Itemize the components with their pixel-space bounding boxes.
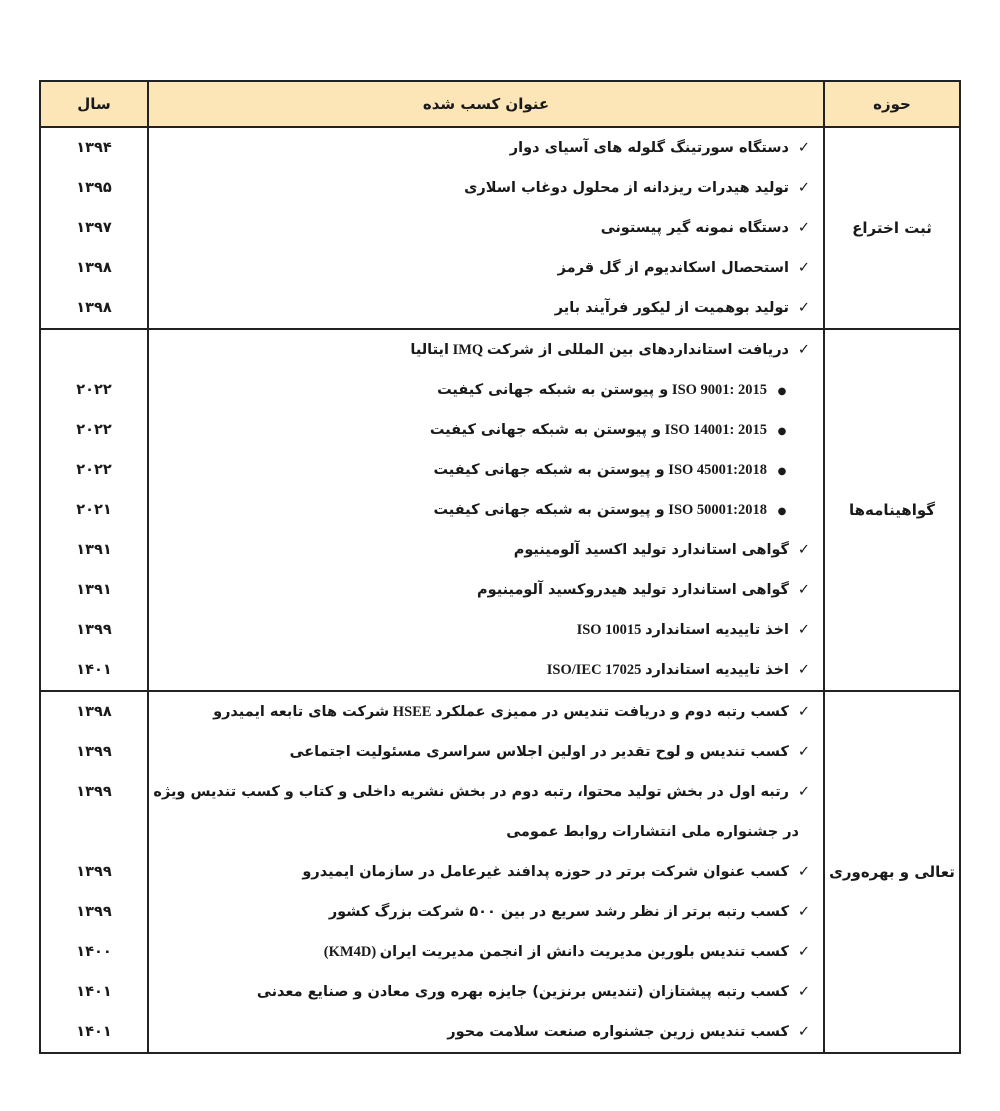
item-text: کسب رتبه برتر از نظر رشد سریع در بین ۵۰۰ شرکت بزرگ کشور	[328, 904, 789, 920]
checkmark-icon: ✓	[797, 662, 811, 678]
titles-cell	[148, 329, 824, 691]
header-row	[40, 81, 960, 127]
year-value	[41, 812, 147, 852]
item-text: در جشنواره ملی انتشارات روابط عمومی	[506, 824, 799, 840]
achievements-table	[39, 80, 961, 1054]
year-value: ۱۳۹۹	[76, 622, 112, 638]
list-item	[149, 490, 823, 530]
checkmark-icon: ✓	[797, 704, 811, 720]
checkmark-icon: ✓	[797, 784, 811, 800]
item-text: استحصال اسکاندیوم از گل قرمز	[557, 260, 789, 276]
item-text: گواهی استاندارد تولید هیدروکسید آلومینیوم	[476, 582, 789, 598]
list-item	[149, 650, 823, 690]
year-value: ۱۳۹۸	[76, 260, 112, 276]
domain-cell: تعالی و بهره‌وری	[824, 691, 960, 1053]
year-value: ۱۴۰۱	[76, 984, 112, 1000]
year-value	[41, 330, 147, 370]
checkmark-icon: ✓	[797, 1024, 811, 1040]
list-item	[149, 932, 823, 972]
item-text: کسب تندیس زرین جشنواره صنعت سلامت محور	[447, 1024, 789, 1040]
year-value: ۱۴۰۱	[76, 1024, 112, 1040]
list-item	[149, 692, 823, 732]
year-value: ۱۳۹۸	[76, 300, 112, 316]
checkmark-icon: ✓	[797, 744, 811, 760]
latin-text: IMQ	[448, 342, 487, 358]
item-text: تولید هیدرات ریزدانه از محلول دوغاب اسلاری	[464, 180, 789, 196]
list-item	[149, 288, 823, 328]
year-value: ۱۳۹۸	[76, 704, 112, 720]
years-cell	[40, 691, 148, 1053]
bullet-icon: ●	[777, 386, 787, 397]
list-item	[149, 530, 823, 570]
bullet-icon: ●	[777, 466, 787, 477]
item-text: اخذ تاییدیه استاندارد ISO/IEC 17025	[546, 662, 789, 678]
checkmark-icon: ✓	[797, 984, 811, 1000]
latin-text: ISO 9001: 2015	[668, 382, 767, 398]
item-text: دستگاه نمونه گیر پیستونی	[600, 220, 789, 236]
item-text: ISO 45001:2018 و پیوستن به شبکه جهانی کیفیت	[433, 462, 767, 478]
latin-text: ISO 14001: 2015	[661, 422, 767, 438]
item-text: رتبه اول در بخش تولید محتوا، رتبه دوم در بخش نشریه داخلی و کتاب و کسب تندیس ویژه	[153, 784, 789, 800]
list-item	[149, 852, 823, 892]
checkmark-icon: ✓	[797, 140, 811, 156]
year-value: ۱۳۹۹	[76, 864, 112, 880]
item-text: دستگاه سورتینگ گلوله های آسیای دوار	[509, 140, 789, 156]
item-text: کسب تندیس و لوح تقدیر در اولین اجلاس سراسری مسئولیت اجتماعی	[289, 744, 789, 760]
year-value: ۱۳۹۷	[76, 220, 112, 236]
list-item	[149, 1012, 823, 1052]
list-item	[149, 892, 823, 932]
year-value: ۱۳۹۱	[76, 582, 112, 598]
list-item	[149, 450, 823, 490]
item-text: کسب تندیس بلورین مدیریت دانش از انجمن مدیریت ایران (KM4D)	[323, 944, 789, 960]
checkmark-icon: ✓	[797, 342, 811, 358]
checkmark-icon: ✓	[797, 944, 811, 960]
checkmark-icon: ✓	[797, 864, 811, 880]
years-cell	[40, 329, 148, 691]
section-certificates	[40, 329, 960, 691]
list-item	[149, 248, 823, 288]
year-value: ۲۰۲۲	[76, 462, 112, 478]
domain-cell: ثبت اختراع	[824, 127, 960, 329]
list-item	[149, 610, 823, 650]
titles-cell	[148, 691, 824, 1053]
checkmark-icon: ✓	[797, 220, 811, 236]
latin-text: ISO 10015	[576, 622, 646, 638]
list-item	[149, 370, 823, 410]
checkmark-icon: ✓	[797, 622, 811, 638]
year-value: ۱۴۰۰	[76, 944, 112, 960]
list-item	[149, 208, 823, 248]
titles-cell	[148, 127, 824, 329]
checkmark-icon: ✓	[797, 904, 811, 920]
bullet-icon: ●	[777, 506, 787, 517]
header-domain: حوزه	[824, 81, 960, 127]
year-value: ۱۳۹۹	[76, 904, 112, 920]
domain-cell: گواهینامه‌ها	[824, 329, 960, 691]
item-text: کسب رتبه دوم و دریافت تندیس در ممیزی عملکرد HSEE شرکت های تابعه ایمیدرو	[213, 704, 789, 720]
list-item	[149, 972, 823, 1012]
year-value: ۲۰۲۲	[76, 422, 112, 438]
list-item	[149, 330, 823, 370]
item-text: کسب عنوان شرکت برتر در حوزه پدافند غیرعامل در سازمان ایمیدرو	[302, 864, 789, 880]
list-item	[149, 570, 823, 610]
year-value: ۱۳۹۱	[76, 542, 112, 558]
latin-text: ISO 45001:2018	[664, 462, 767, 478]
item-text: تولید بوهمیت از لیکور فرآیند بایر	[554, 300, 789, 316]
list-item	[149, 772, 823, 812]
list-item	[149, 128, 823, 168]
checkmark-icon: ✓	[797, 582, 811, 598]
list-item	[149, 812, 823, 852]
item-text: دریافت استانداردهای بین المللی از شرکت IMQ ایتالیا	[410, 342, 789, 358]
item-text: ISO 9001: 2015 و پیوستن به شبکه جهانی کیفیت	[437, 382, 767, 398]
year-value: ۱۴۰۱	[76, 662, 112, 678]
list-item	[149, 168, 823, 208]
item-text: اخذ تاییدیه استاندارد ISO 10015	[576, 622, 789, 638]
section-inventions	[40, 127, 960, 329]
item-text: ISO 50001:2018 و پیوستن به شبکه جهانی کیفیت	[433, 502, 767, 518]
checkmark-icon: ✓	[797, 542, 811, 558]
year-value: ۱۳۹۴	[76, 140, 112, 156]
latin-text: (KM4D)	[323, 944, 380, 960]
year-value: ۲۰۲۲	[76, 382, 112, 398]
year-value: ۱۳۹۹	[76, 784, 112, 800]
section-excellence	[40, 691, 960, 1053]
header-title: عنوان کسب شده	[148, 81, 824, 127]
item-text: گواهی استاندارد تولید اکسید آلومینیوم	[513, 542, 789, 558]
checkmark-icon: ✓	[797, 300, 811, 316]
header-year: سال	[40, 81, 148, 127]
checkmark-icon: ✓	[797, 260, 811, 276]
year-value: ۲۰۲۱	[76, 502, 112, 518]
list-item	[149, 732, 823, 772]
years-cell	[40, 127, 148, 329]
year-value: ۱۳۹۵	[76, 180, 112, 196]
year-value: ۱۳۹۹	[76, 744, 112, 760]
item-text: کسب رتبه پیشتازان (تندیس برنزین) جایزه بهره وری معادن و صنایع معدنی	[256, 984, 789, 1000]
latin-text: ISO 50001:2018	[664, 502, 767, 518]
list-item	[149, 410, 823, 450]
item-text: ISO 14001: 2015 و پیوستن به شبکه جهانی کیفیت	[429, 422, 767, 438]
checkmark-icon: ✓	[797, 180, 811, 196]
latin-text: HSEE	[389, 704, 436, 720]
latin-text: ISO/IEC 17025	[546, 662, 646, 678]
bullet-icon: ●	[777, 426, 787, 437]
